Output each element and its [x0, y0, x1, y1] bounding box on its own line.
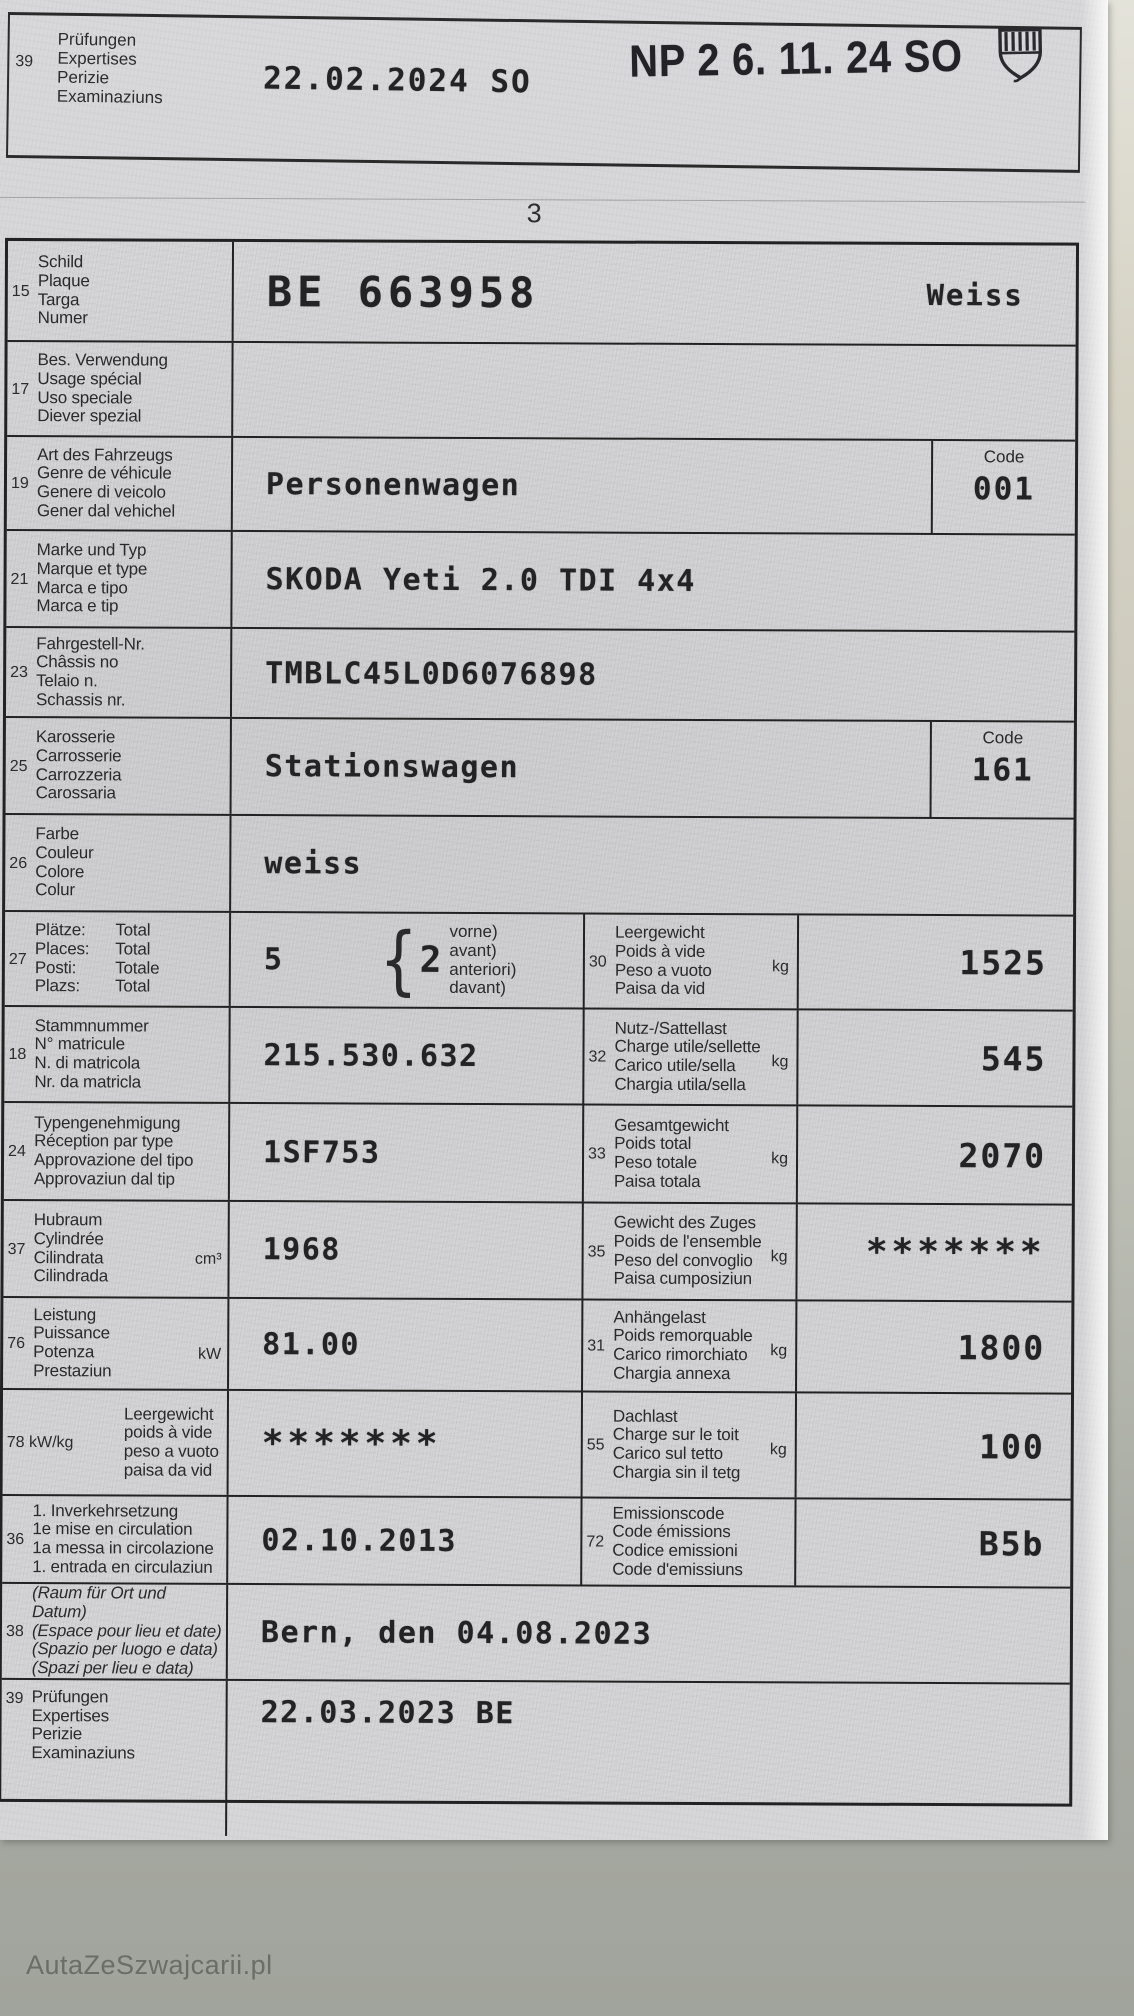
unit-label: kg: [771, 1150, 789, 1168]
label-line: Marca e tip: [36, 596, 119, 616]
field-labels: [614, 1116, 729, 1191]
label-line: (Spazio per luogo e data): [31, 1639, 218, 1660]
label-line: Uso speciale: [37, 387, 133, 407]
field-label-cell: [3, 1298, 229, 1389]
field-label-cell: [5, 912, 231, 1006]
field-number: 31: [587, 1337, 606, 1355]
label-line: Colore: [35, 861, 85, 881]
field-number: 72: [586, 1533, 605, 1551]
label-line: 1a messa in circolazione: [32, 1538, 214, 1558]
table-row-23: [6, 626, 1074, 721]
table-row-25: [6, 716, 1074, 818]
label-line: Dachlast: [612, 1406, 678, 1426]
field-labels: [613, 1308, 753, 1383]
left-value-cell: [229, 1202, 581, 1299]
label-line: Gener dal vehichel: [36, 500, 176, 521]
table-row-26: [5, 813, 1073, 915]
label-line: Paisa da vid: [614, 978, 706, 999]
label-line: Réception par type: [34, 1131, 174, 1151]
label-line: Peso totale: [613, 1152, 697, 1172]
label-line: Leergewicht: [123, 1404, 214, 1424]
right-value-cell: [797, 1393, 1071, 1498]
label-line: anteriori): [449, 959, 517, 979]
code-value: 161: [971, 752, 1034, 789]
field-labels: [36, 635, 145, 710]
field-value: 545: [980, 1038, 1047, 1078]
label-line: Gesamtgewicht: [614, 1115, 729, 1135]
left-value-cell: [229, 1391, 581, 1497]
field-label-cell: [8, 241, 234, 341]
field-value-cell: [231, 816, 1073, 915]
field-number: 23: [10, 663, 28, 682]
field-labels: [31, 1688, 135, 1763]
label-line: Targa: [37, 289, 80, 309]
field-value: 81.00: [262, 1326, 361, 1362]
previous-page-inspection-section: [6, 12, 1082, 173]
unit-label: kg: [769, 1441, 787, 1459]
left-value-cell: [230, 1008, 582, 1104]
label-line: Marca e tipo: [36, 577, 128, 597]
label-line: Prüfungen: [57, 29, 137, 50]
field-value-cell: [232, 719, 1074, 818]
field-value: 5: [263, 942, 284, 978]
field-value: 1968: [262, 1232, 341, 1268]
label-line: Puissance: [33, 1323, 110, 1343]
field-value-cell: [232, 532, 1074, 631]
code-box: [930, 722, 1074, 818]
label-line: Hubraum: [33, 1210, 103, 1230]
label-line: Paisa cumposiziun: [613, 1268, 752, 1289]
label-columns: [35, 921, 160, 996]
label-line: Telaio n.: [36, 671, 98, 691]
field-label-cell: [6, 628, 232, 717]
label-line: Places:: [34, 938, 90, 959]
date-stamp: [629, 26, 1045, 89]
field-number: 27: [8, 950, 27, 968]
label-line: Carico utile/sella: [614, 1055, 736, 1076]
label-line: Typengenehmigung: [34, 1112, 181, 1133]
field-labels: [612, 1504, 743, 1579]
table-row-19: [7, 435, 1075, 534]
label-line: Genre de véhicule: [36, 463, 172, 483]
field-number: 37: [7, 1240, 26, 1258]
field-value: *******: [865, 1231, 1046, 1274]
right-value-cell: [796, 1499, 1070, 1586]
table-row-15: [8, 241, 1076, 345]
field-value: B5b: [978, 1523, 1045, 1563]
field-label-cell: [5, 815, 231, 911]
label-line: Posti:: [34, 957, 77, 977]
right-value-cell: [799, 915, 1073, 1009]
field-label-cell: [7, 342, 233, 436]
table-row-24: [4, 1101, 1072, 1204]
table-row-38: [2, 1582, 1070, 1683]
left-value-cell: [230, 1104, 582, 1202]
table-row-37: [3, 1199, 1071, 1301]
field-label-cell: [6, 718, 232, 814]
label-line: Poids total: [614, 1133, 692, 1154]
code-box: [931, 441, 1075, 534]
label-line: Gewicht des Zuges: [613, 1212, 756, 1233]
label-line: 1. entrada en circulaziun: [32, 1556, 213, 1577]
label-line: Cilindrata: [33, 1247, 104, 1267]
label-line: Poids à vide: [614, 941, 706, 961]
field-number: 78 kW/kg: [6, 1433, 74, 1452]
field-value-cell: [232, 629, 1074, 721]
field-number: 18: [8, 1045, 27, 1064]
left-value-cell: [229, 1299, 581, 1391]
label-line: Art des Fahrzeugs: [37, 444, 173, 465]
label-line: peso a vuoto: [123, 1441, 219, 1461]
label-line: Cylindrée: [33, 1228, 104, 1249]
page-number: 3: [526, 198, 542, 229]
field-labels: [32, 1502, 214, 1578]
field-label-cell: [1, 1680, 228, 1836]
label-line: Usage spécial: [37, 368, 142, 389]
label-line: Peso a vuoto: [614, 960, 712, 980]
front-seats-value: 2: [419, 939, 442, 981]
label-line: Carossaria: [35, 783, 116, 803]
field-value-cell: [233, 438, 1075, 534]
field-labels: [615, 924, 712, 999]
field-number: 21: [10, 570, 29, 588]
label-line: Emissionscode: [612, 1503, 725, 1523]
label-line: Prestaziun: [33, 1360, 112, 1381]
vehicle-data-table: [0, 238, 1079, 1807]
label-line: Code émissions: [612, 1521, 731, 1542]
label-line: Chargia annexa: [613, 1363, 731, 1383]
right-value-cell: [798, 1010, 1072, 1105]
field-labels: [35, 921, 90, 996]
field-number: 39: [5, 1689, 24, 1708]
label-line: Codice emissioni: [612, 1540, 738, 1561]
label-line: Prüfungen: [31, 1687, 109, 1707]
field-number: 39: [15, 53, 34, 71]
field-label-cell: [6, 531, 232, 627]
field-number: 33: [588, 1145, 606, 1163]
field-value: 2070: [958, 1135, 1047, 1175]
field-label-cell: [581, 1392, 797, 1497]
field-labels: [34, 1114, 194, 1189]
label-line: Anhängelast: [613, 1307, 706, 1327]
label-line: Expertises: [57, 48, 137, 69]
label-line: Poids remorquable: [613, 1325, 753, 1346]
field-label-cell: [580, 1498, 796, 1585]
field-value: 100: [979, 1426, 1045, 1466]
label-line: Paisa totala: [613, 1171, 701, 1191]
label-line: Approvazione del tipo: [33, 1150, 194, 1170]
label-line: Approvaziun dal tip: [33, 1168, 175, 1189]
table-row-27: [5, 910, 1073, 1010]
label-line: Farbe: [35, 824, 79, 844]
field-value-cell: [228, 1585, 1070, 1683]
stamp-text: NP 2 6. 11. 24 SO: [628, 29, 964, 87]
label-line: Karosserie: [35, 727, 116, 747]
label-line: 1. Inverkehrsetzung: [32, 1500, 179, 1521]
field-labels: [614, 1019, 760, 1094]
label-line: Total: [115, 976, 151, 996]
label-line: Plazs:: [34, 976, 80, 996]
field-number: 35: [587, 1242, 606, 1261]
unit-label: kg: [770, 1247, 788, 1266]
label-line: Chargia sin il tetg: [612, 1462, 741, 1482]
table-row-76: [3, 1296, 1071, 1393]
label-line: Numer: [37, 308, 88, 328]
unit-label: kg: [771, 1053, 789, 1071]
label-line: Genere di veicolo: [36, 482, 166, 502]
field-label-cell: [7, 437, 233, 530]
table-row-21: [6, 529, 1074, 631]
field-number: 76: [7, 1334, 26, 1353]
label-line: davant): [449, 978, 506, 998]
brace-glyph: {: [379, 916, 418, 1004]
field-labels: [57, 30, 164, 108]
label-line: Plätze:: [34, 920, 86, 940]
field-label-cell: [2, 1496, 228, 1583]
label-line: N° matricule: [34, 1034, 125, 1054]
unit-label: cm³: [194, 1251, 222, 1269]
label-line: Nr. da matricla: [34, 1071, 142, 1092]
field-number: 26: [9, 854, 28, 872]
table-row-36: [2, 1494, 1070, 1587]
field-labels: [124, 1405, 225, 1480]
field-labels: [32, 1584, 224, 1678]
field-number: 55: [586, 1436, 605, 1454]
field-labels: [33, 1306, 112, 1381]
field-value: 02.10.2013: [261, 1522, 458, 1559]
label-line: Couleur: [35, 842, 94, 863]
field-value: BE 663958: [266, 267, 540, 318]
label-line: poids à vide: [123, 1422, 213, 1443]
label-line: Marque et type: [36, 558, 148, 579]
label-line: Diever spezial: [37, 406, 142, 426]
label-line: Leistung: [33, 1304, 97, 1324]
label-line: Nutz-/Sattellast: [614, 1018, 727, 1038]
label-line: Examinaziuns: [31, 1743, 135, 1763]
table-row-78 kW/kg: [3, 1388, 1071, 1499]
table-row-17: [7, 340, 1075, 440]
field-number: 17: [11, 380, 30, 398]
field-number: 36: [6, 1530, 25, 1549]
field-value: 215.530.632: [263, 1037, 479, 1074]
label-line: 1e mise en circulation: [32, 1519, 193, 1540]
label-line: Cilindrada: [33, 1266, 109, 1286]
code-value: 001: [972, 471, 1036, 508]
field-value: TMBLC45L0D6076898: [265, 655, 598, 693]
table-row-39: [1, 1678, 1070, 1840]
field-number: 38: [5, 1622, 24, 1641]
code-label: Code: [982, 728, 1024, 748]
label-line: Perizie: [31, 1724, 83, 1744]
label-line: Carrozzeria: [35, 764, 122, 784]
field-labels: [33, 1211, 108, 1286]
label-line: Potenza: [33, 1342, 95, 1362]
label-line: Bes. Verwendung: [37, 350, 168, 370]
field-label-cell: [4, 1103, 230, 1200]
field-labels: [37, 446, 175, 521]
label-line: (Espace pour lieu et date): [31, 1620, 222, 1641]
field-value-cell: [227, 1681, 1070, 1840]
label-line: paisa da vid: [123, 1460, 213, 1480]
field-value-cell: [234, 242, 1076, 345]
label-line: Colur: [35, 880, 75, 900]
label-line: Schild: [37, 252, 84, 272]
field-labels: [35, 825, 93, 900]
field-number: 30: [588, 952, 607, 971]
label-line: Charge sur le toit: [612, 1424, 739, 1445]
field-number: 24: [8, 1142, 26, 1161]
field-label-cell: [581, 1300, 797, 1391]
label-line: Marke und Typ: [36, 540, 147, 560]
front-seats-labels: [449, 923, 516, 998]
label-line: Fahrgestell-Nr.: [36, 633, 145, 654]
watermark: AutaZeSzwajcarii.pl: [26, 1950, 273, 1980]
label-line: Plaque: [37, 270, 90, 291]
field-labels: [38, 253, 90, 328]
label-line: Expertises: [31, 1705, 110, 1726]
unit-label: kg: [770, 1342, 788, 1360]
field-value: weiss: [264, 846, 363, 882]
field-value: Bern, den 04.08.2023: [260, 1614, 653, 1652]
field-right-value: Weiss: [926, 277, 1024, 312]
label-line: Code d'emissiuns: [612, 1559, 743, 1579]
label-line: Châssis no: [36, 652, 119, 672]
field-labels: [37, 351, 168, 426]
field-labels: [36, 728, 122, 803]
label-line: (Spazi per lieu e data): [31, 1658, 194, 1678]
label-line: Examinaziuns: [56, 86, 163, 108]
field-label-cell: [581, 1203, 797, 1299]
label-line: Carico rimorchiato: [613, 1344, 748, 1365]
label-line: vorne): [449, 922, 498, 942]
field-number: 32: [588, 1048, 607, 1066]
right-value-cell: [797, 1204, 1071, 1300]
field-value: *******: [261, 1422, 442, 1465]
label-line: Total: [115, 939, 151, 959]
canton-crest-icon: [996, 26, 1045, 83]
label-line: N. di matricola: [34, 1053, 141, 1073]
field-label-cell: [3, 1390, 229, 1495]
label-line: Totale: [115, 957, 160, 978]
field-number: 19: [10, 474, 29, 493]
label-line: Peso del convoglio: [613, 1250, 753, 1270]
field-label-cell: [583, 914, 799, 1008]
field-value: 1SF753: [262, 1134, 381, 1171]
right-value-cell: [798, 1106, 1072, 1203]
field-value: 1800: [957, 1327, 1046, 1367]
field-value: Stationswagen: [264, 749, 520, 786]
label-line: Chargia utila/sella: [614, 1074, 746, 1094]
front-seats-group: [379, 916, 517, 1004]
field-labels: [613, 1407, 741, 1482]
table-row-18: [4, 1005, 1072, 1106]
field-value: SKODA Yeti 2.0 TDI 4x4: [265, 562, 696, 599]
label-line: Charge utile/sellette: [614, 1036, 761, 1057]
label-line: Carrosserie: [35, 745, 122, 766]
label-line: Stammnummer: [34, 1015, 149, 1036]
field-value: Personenwagen: [265, 466, 521, 503]
field-labels: [36, 541, 147, 616]
field-labels-total: [115, 922, 159, 997]
inspection-date-value: 22.02.2024 SO: [262, 60, 532, 101]
label-line: Carico sul tetto: [612, 1443, 723, 1464]
label-line: Leergewicht: [614, 922, 705, 943]
field-label-cell: [2, 1584, 228, 1679]
field-label-cell: [582, 1009, 798, 1104]
field-labels: [34, 1017, 148, 1092]
field-value: 22.03.2023 BE: [260, 1695, 516, 1732]
label-line: Total: [115, 920, 151, 940]
label-line: Perizie: [56, 67, 110, 88]
field-label-cell: [4, 1007, 230, 1102]
label-line: Schassis nr.: [35, 689, 126, 710]
left-value-cell: [228, 1497, 580, 1585]
left-value-cell: [231, 913, 583, 1008]
field-number: 25: [9, 757, 28, 775]
unit-label: kW: [198, 1345, 222, 1363]
field-label-cell: [582, 1105, 798, 1202]
label-line: (Raum für Ort und Datum): [32, 1583, 166, 1622]
unit-label: kg: [771, 958, 789, 976]
label-line: avant): [449, 940, 497, 960]
right-value-cell: [797, 1301, 1071, 1392]
field-number: 15: [11, 282, 30, 300]
field-value: 1525: [959, 943, 1047, 983]
field-labels: [613, 1214, 761, 1289]
field-value-cell: [233, 343, 1075, 440]
field-label-cell: [3, 1201, 229, 1297]
code-label: Code: [983, 447, 1025, 467]
label-line: Poids de l'ensemble: [613, 1231, 762, 1252]
